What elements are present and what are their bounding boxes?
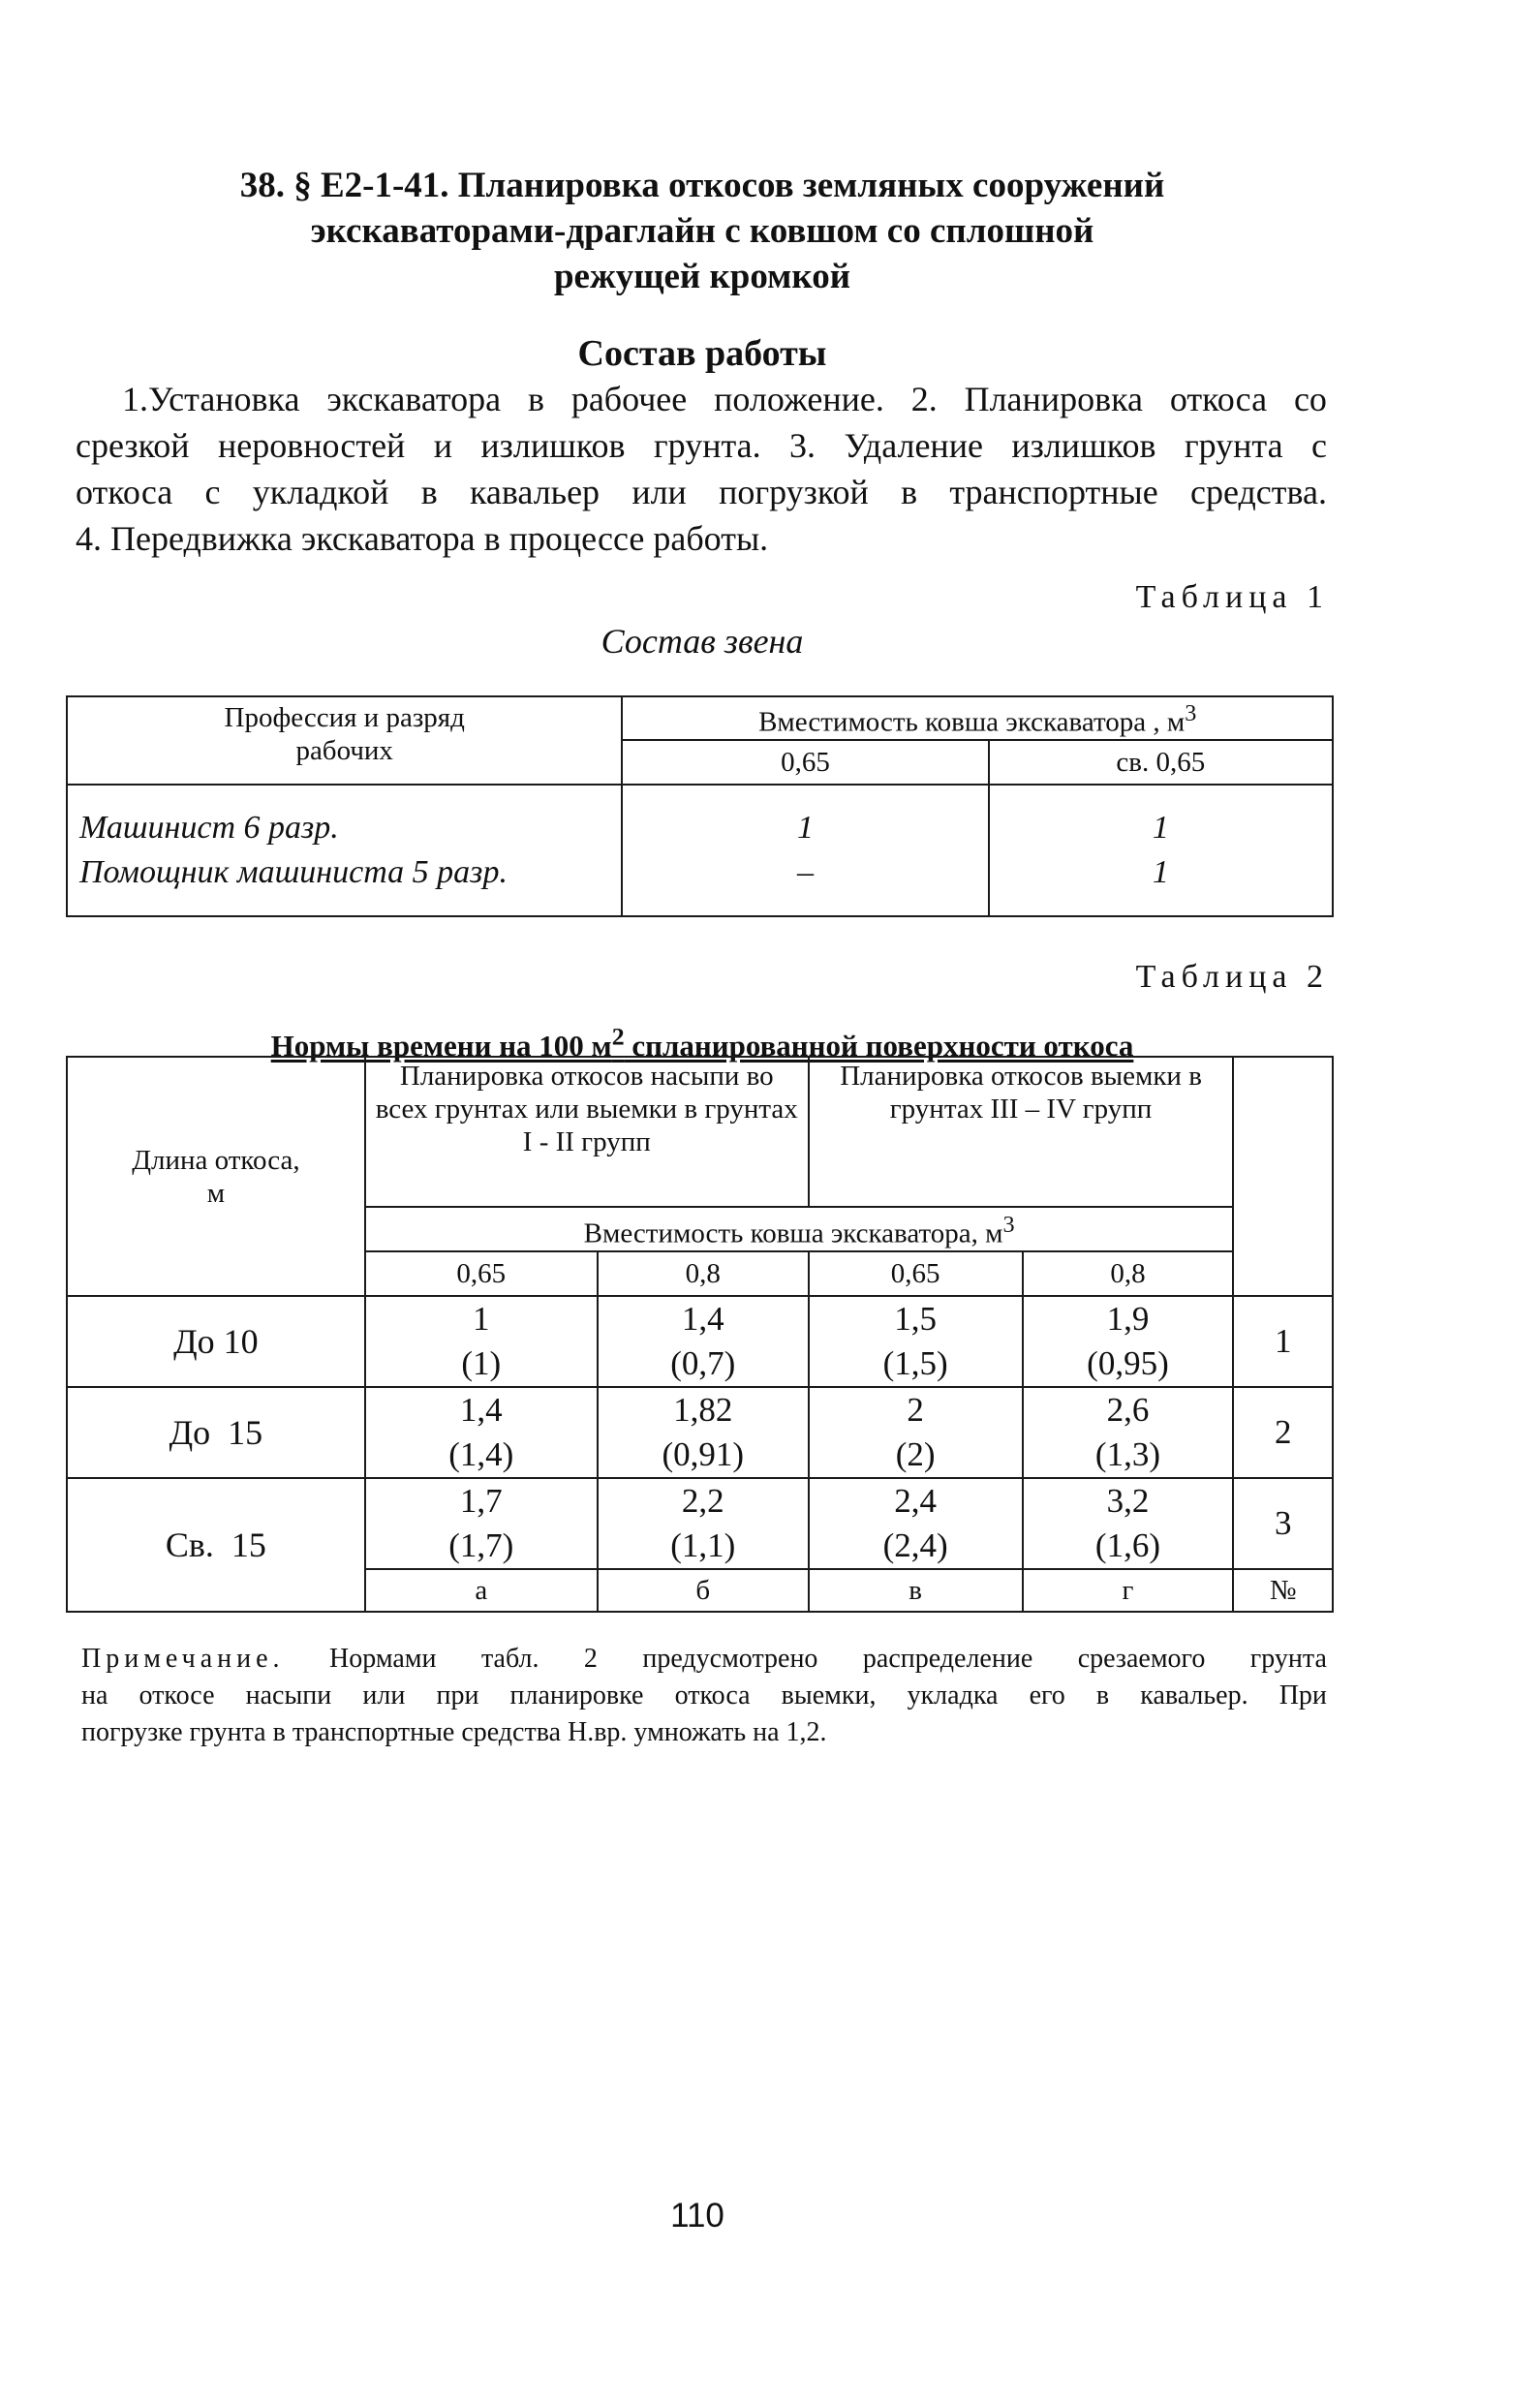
word: или [362,1680,406,1711]
word: при [436,1680,479,1711]
value-paren: (1) [461,1344,502,1382]
word: Нормами [329,1644,437,1674]
capacity-header-2-text: Вместимость ковша экскаватора, м [583,1217,1003,1249]
length-header-text: Длина откоса, [132,1144,300,1176]
word: грунта. [653,426,761,465]
word: откосе [139,1680,215,1711]
word: его [1029,1680,1065,1711]
row-number: 3 [1233,1478,1333,1569]
word: Удаление [844,426,983,465]
value-main: 2,4 [894,1482,937,1520]
value-paren: (2,4) [882,1526,948,1564]
norms-table [66,1056,1334,1613]
capacity-header-2-sup: 3 [1002,1211,1015,1238]
crew-count-col-1 [622,785,988,916]
word: срезкой [76,426,190,465]
value-main: 1,5 [894,1300,937,1338]
value-cell [598,1387,809,1478]
word: 1.Установка [122,380,300,418]
word: или [631,473,687,511]
word: средства. [1189,473,1327,511]
title-line-2: экскаваторами-драглайн с ковшом со сплошной [310,211,1094,251]
value-cell [365,1478,598,1569]
number-label: № [1233,1569,1333,1612]
word: кавальер [469,473,601,511]
crew-count-col-2 [989,785,1333,916]
column-letter: г [1023,1569,1234,1612]
title-line-1: 38. § Е2-1-41. Планировка откосов земляных сооружений [239,166,1165,205]
note-label: Примечание. [81,1644,285,1674]
value-cell [809,1296,1023,1387]
value-main: 2,2 [681,1482,724,1520]
word: погрузкой [719,473,869,511]
crew-name: Машинист 6 разр. [79,809,339,846]
work-line [76,422,1327,469]
capacity-col-2: св. 0,65 [989,740,1333,785]
word: выемки, [781,1680,877,1711]
word: насыпи [245,1680,332,1711]
note-line-last: погрузке грунта в транспортные средства Н.вр. умножать на 1,2. [81,1717,827,1747]
group2-header-text: Планировка откосов выемки в грунтах III – IV групп [840,1061,1202,1125]
column-letter: а [365,1569,598,1612]
value-cell [1023,1387,1234,1478]
word: укладкой [252,473,389,511]
value-main: 1,82 [673,1391,733,1429]
value-cell [809,1478,1023,1569]
capacity-header-2 [365,1207,1234,1251]
word: откоса [76,473,173,511]
value-paren: (1,4) [448,1435,514,1473]
word: с [204,473,221,511]
length-header-unit: м [206,1177,226,1209]
word: положение. [714,380,884,418]
word: распределение [862,1644,1033,1674]
word: неровностей [217,426,406,465]
word: Планировка [964,380,1143,418]
row-number: 1 [1233,1296,1333,1387]
value-main: 1,4 [681,1300,724,1338]
word: 2. [910,380,938,418]
value-paren: (0,91) [662,1435,745,1473]
value-paren: (1,7) [448,1526,514,1564]
word: откоса [1169,380,1268,418]
table2-title-post: спланированной поверхности откоса [624,1029,1134,1063]
value-cell [1023,1296,1234,1387]
word: кавальер. [1140,1680,1248,1711]
crew-count: 1 [797,809,815,846]
note [81,1641,1327,1751]
cap-col-d: 0,8 [1023,1251,1234,1296]
table1-title: Состав звена [601,622,804,661]
work-line [76,376,1327,422]
value-paren: (2) [895,1435,936,1473]
word: откоса [674,1680,751,1711]
number-header-empty [1233,1057,1333,1296]
value-paren: (1,3) [1094,1435,1160,1473]
value-paren: (0,95) [1087,1344,1169,1382]
crew-name: Помощник машиниста 5 разр. [79,853,508,890]
length-header [67,1057,365,1296]
table-row [67,1387,1333,1478]
title-line-3: режущей кромкой [553,257,851,296]
value-cell [598,1296,809,1387]
capacity-header-text: Вместимость ковша экскаватора , м [758,706,1186,738]
column-letter: б [598,1569,809,1612]
capacity-col-1: 0,65 [622,740,988,785]
work-line-last: 4. Передвижка экскаватора в процессе работы. [76,519,769,558]
word: При [1278,1680,1327,1711]
word: рабочее [570,380,688,418]
word: с [1311,426,1327,465]
word: грунта [1184,426,1283,465]
word: 2 [583,1644,598,1674]
word: излишков [1011,426,1156,465]
word: в [527,380,544,418]
table2-title-sup: 2 [611,1023,625,1051]
value-cell [365,1387,598,1478]
word: в [420,473,438,511]
value-main: 1 [473,1300,490,1338]
length-cell: До 15 [67,1387,365,1478]
value-paren: (1,1) [670,1526,736,1564]
length-cell: Св. 15 [67,1478,365,1612]
value-paren: (1,6) [1094,1526,1160,1564]
word: экскаватора [326,380,502,418]
crew-count: – [797,853,815,890]
page-number: 110 [670,2197,724,2234]
table-row [67,1478,1333,1569]
word: грунта [1249,1644,1327,1674]
row-number: 2 [1233,1387,1333,1478]
capacity-unit-sup: 3 [1185,700,1197,726]
value-main: 2,6 [1106,1391,1150,1429]
crew-count: 1 [1152,809,1169,846]
work-description [76,376,1327,562]
value-main: 3,2 [1106,1482,1150,1520]
work-heading: Состав работы [577,333,827,374]
crew-count: 1 [1152,853,1169,890]
table1-label: Таблица 1 [1135,579,1329,615]
column-letter: в [809,1569,1023,1612]
value-main: 1,7 [459,1482,503,1520]
cap-col-c: 0,65 [809,1251,1023,1296]
value-cell [598,1478,809,1569]
table-row [67,1296,1333,1387]
value-paren: (0,7) [670,1344,736,1382]
profession-header [67,696,622,785]
group2-header [809,1057,1234,1207]
word: предусмотрено [642,1644,818,1674]
word: со [1293,380,1327,418]
note-line [81,1678,1327,1714]
word: и [433,426,452,465]
value-paren: (1,5) [882,1344,948,1382]
word: 3. [789,426,816,465]
word: табл. [480,1644,539,1674]
value-main: 1,4 [459,1391,503,1429]
word: укладка [907,1680,999,1711]
crew-table [66,695,1334,917]
length-cell: До 10 [67,1296,365,1387]
word: в [1095,1680,1110,1711]
group1-header [365,1057,809,1207]
table2-label: Таблица 2 [1135,959,1329,995]
value-cell [809,1387,1023,1478]
cap-col-b: 0,8 [598,1251,809,1296]
value-cell [1023,1478,1234,1569]
word: транспортные [949,473,1158,511]
word: срезаемого [1077,1644,1206,1674]
note-line [81,1641,1327,1678]
work-line [76,469,1327,515]
capacity-header [622,696,1333,740]
word: в [901,473,918,511]
value-main: 2 [907,1391,924,1429]
value-cell [365,1296,598,1387]
group1-header-text: Планировка откосов насыпи во всех грунтах или выемки в грунтах I - II групп [375,1061,798,1157]
word: планировке [509,1680,644,1711]
profession-header-text: Профессия и разряд рабочих [224,702,465,766]
value-main: 1,9 [1106,1300,1150,1338]
cap-col-a: 0,65 [365,1251,598,1296]
table2-title-pre: Нормы времени на 100 м [270,1029,612,1063]
word: на [81,1680,108,1711]
section-title [136,163,1269,299]
crew-names-cell [67,785,622,916]
word: излишков [480,426,626,465]
